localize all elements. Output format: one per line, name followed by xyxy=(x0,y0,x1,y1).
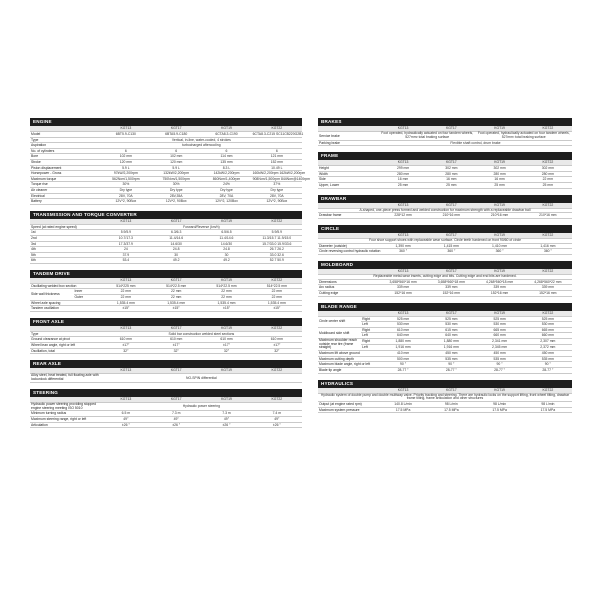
model-header: KGT13 xyxy=(101,126,151,132)
table-row: Output (at engine rated rpm) 140.8 L/min 98 L/min 98 L/min 98 L/min xyxy=(318,402,572,408)
table-row: Tandem oscillation ±15° ±15° ±15° ±15° xyxy=(30,306,302,312)
table-row: Circle reversing control hydraulic rotation 360 ° 360 ° 360 ° 360 ° xyxy=(318,249,572,255)
table-row: Torque rise 30% 30% 24% 37% xyxy=(30,182,302,188)
table-row: Ground clearance at pivot 610 mm 610 mm 610 mm 610 mm xyxy=(30,337,302,343)
table-row: 5th 37.9 30 30 33.0 32.6 xyxy=(30,252,302,258)
frame-table: KGT13 KGT17 KGT19 KGT22 Height 299 mm 302 mm 302 mm 302 mm Width 280 mm 280 mm 280 mm 280 mm Side 16 mm 16 mm 16 mm 22 mm Upper, Lower 25 mm 25 mm 25 mm 25 mm xyxy=(318,160,572,188)
moldboard-section xyxy=(318,261,572,297)
table-row: Alloy steel, heat treated, full floating axle with lockunlock differential NO-SPIN differential xyxy=(30,374,302,383)
engine-section xyxy=(30,118,310,205)
table-row: Oscillation, total 32° 32° 32° 32° xyxy=(30,348,302,354)
table-row: Battery 12V*2, 90Box 12V*2, 90Box 12V*2, 120Box 12V*2, 90Box xyxy=(30,199,302,205)
section-title: MOLDBOARD xyxy=(318,261,572,269)
model-header: KGT22 xyxy=(252,126,302,132)
table-row: Wheel axle spacing 1,535.4 mm 1,535.4 mm 1,535.4 mm 1,535.4 mm xyxy=(30,300,302,306)
table-row: Bore 102 mm 102 mm 114 mm 121 mm xyxy=(30,154,302,160)
table-row: Maximum lift above ground 410 mm 450 mm 450 mm 450 mm xyxy=(318,351,572,357)
blade-range-table: KGT13 KGT17 KGT19 KGT22 Circle center shift Right 525 mm 525 mm 525 mm 525 mm Left 530 mm 530 mm 530 mm 530 mm Moldboard side shift Right 610 mm 615 mm 665 mm 665 mm Left 640 mm 640 mm 660 mm 660 mm Maximum shoulder reach outside rear tire (frame straight) Right 1,880 mm 1,880 mm 2,341 mm 2,307 mm Left 1,916 mm 1,916 mm 2,345 mm 2,372 mm Maximum lift above ground 410 mm 450 mm 450 mm 450 mm Maximum cutting depth 500 mm 535 mm 535 mm 535 mm Maximum blade angle, right or left 90 ° 90 ° 90 ° 90 ° Blade tip angle 28-77 ° 28-77 ° 28-77 ° 28-77 ° xyxy=(318,311,572,374)
table-row: Maximum system pressure 17.5 MPa 17.5 MPa 17.5 MPa 17.5 MPa xyxy=(318,407,572,413)
table-row: Articulation ±26 ° ±26 ° ±26 ° ±26 ° xyxy=(30,422,302,428)
section-title: STEERING xyxy=(30,389,302,397)
table-row: Electrical 28V, 70A 28V,35A 28V, 70A 28V, 70A xyxy=(30,193,302,199)
section-title: DRAWBAR xyxy=(318,195,572,203)
table-row: Moldboard side shift Right 610 mm 615 mm 665 mm 665 mm xyxy=(318,327,572,333)
steering-table: KGT13 KGT17 KGT19 KGT22 Hydraulic power steering providing stopped engine steering meeting ISO 5010 Hydraulic power steering Minimum turning radius 6.5 m 7.3 m 7.3 m 7.4 m Maximum steering range, right or left 49° 49° 49° 49° Articulation ±26 ° ±26 ° ±26 ° ±26 ° xyxy=(30,397,302,428)
table-row: Type Vertical, in-line, water-cooled, 4 strokes xyxy=(30,137,302,143)
table-row: 6th 53.4 49.2 49.2 52.7 50.9 xyxy=(30,258,302,264)
drawbar-table: KGT13 KGT17 KGT19 KGT22 A-shaped, one-piece press formed and welded construction for maximum strength with a replaceable drawbar ball Drawbar frame 228*12 mm 210*16 mm 210*16 mm 210*16 mm xyxy=(318,203,572,219)
left-column xyxy=(30,118,310,434)
table-row: Minimum turning radius 6.5 m 7.3 m 7.3 m 7.4 m xyxy=(30,411,302,417)
table-row: No. of cylinders 6 6 6 6 xyxy=(30,148,302,154)
table-row: Maximum blade angle, right or left 90 ° 90 ° 90 ° 90 ° xyxy=(318,362,572,368)
table-row: Circle center shift Right 525 mm 525 mm 525 mm 525 mm xyxy=(318,316,572,322)
tandem-table: KGT13 KGT17 KGT19 KGT22 Oscillating welded box section 514*225 mm 514*22.5 mm 514*22.5 mm 514*22.5 mm Side wall thickness Inner 22 mm 22 mm 22 mm 22 mm Outer 22 mm 22 mm 22 mm 22 mm Wheel axle spacing 1,535.4 mm 1,535.4 mm 1,535.4 mm 1,535.4 mm Tandem oscillation ±15° ±15° ±15° ±15° xyxy=(30,278,302,312)
model-header: KGT19 xyxy=(201,126,251,132)
blade-range-section xyxy=(318,303,572,374)
table-row: Maximum shoulder reach outside rear tire (frame straight) Right 1,880 mm 1,880 mm 2,341 mm 2,307 mm xyxy=(318,338,572,344)
table-row: Height 299 mm 302 mm 302 mm 302 mm xyxy=(318,166,572,172)
table-row: 1st 5.9/5.9 6.3/6.3 6.5/6.5 5.9/5.9 xyxy=(30,230,302,236)
table-row: Maximum steering range, right or left 49° 49° 49° 49° xyxy=(30,417,302,423)
section-title: FRONT AXLE xyxy=(30,318,302,326)
table-row: Stroke 120 mm 120 mm 135 mm 152 mm xyxy=(30,159,302,165)
section-title: BRAKES xyxy=(318,118,572,126)
table-row: Maximum cutting depth 500 mm 535 mm 535 mm 535 mm xyxy=(318,356,572,362)
model-header: KGT17 xyxy=(151,126,201,132)
table-row: A-shaped, one-piece press formed and welded construction for maximum strength with a replaceable drawbar ball xyxy=(318,208,572,213)
drawbar-section xyxy=(318,195,572,219)
tandem-section xyxy=(30,270,302,312)
table-row: Upper, Lower 25 mm 25 mm 25 mm 25 mm xyxy=(318,182,572,188)
table-row: 3rd 17.3/37.9 14.6/30 14.6/30 15.7/33.0 15.9/33.6 xyxy=(30,241,302,247)
table-row: Replaceable metal-wear inserts, cutting edge and bits. Cutting edge and end bits are hardened. xyxy=(318,274,572,279)
moldboard-table: KGT13 KGT17 KGT19 KGT22 Replaceable metal-wear inserts, cutting edge and bits. Cutting edge and end bits are hardened. Dimensions 3,658*560*16 mm 3,658*560*18 mm 4,268*560*18 mm 4,268*560*22 mm Arc radius 339 mm 339 mm 339 mm 339 mm Cutting edge 152*16 mm 152*16 mm 152*16 mm 152*16 mm xyxy=(318,269,572,297)
table-row: Speed (at rated engine speed) Forward/Reverse (km/h) xyxy=(30,224,302,230)
table-row: Blade tip angle 28-77 ° 28-77 ° 28-77 ° 28-77 ° xyxy=(318,368,572,374)
table-row: Left 640 mm 640 mm 660 mm 660 mm xyxy=(318,333,572,339)
table-row: Hydraulic system of double pump and double multiway valve. Priority tracking and steering. There are hydraulic locks on the support lifting, front wheel tilting, drawbar frame tilting, frame articulation and other structures xyxy=(318,393,572,402)
table-row: Aspiration turbocharged aftercooling xyxy=(30,143,302,149)
right-column xyxy=(318,118,572,419)
table-row: Service brake Foot operated, hydraulically actuated on four tandem wheels, 527mm² total braking surface Foot operated, hydraulically actuated on four tandem wheels, 527mm² total braking surface xyxy=(318,132,572,141)
circle-section xyxy=(318,225,572,255)
front-axle-section xyxy=(30,318,302,354)
table-row: Left 1,916 mm 1,916 mm 2,345 mm 2,372 mm xyxy=(318,345,572,351)
table-row: Dimensions 3,658*560*16 mm 3,658*560*18 mm 4,268*560*18 mm 4,268*560*22 mm xyxy=(318,279,572,285)
table-row: Arc radius 339 mm 339 mm 339 mm 339 mm xyxy=(318,285,572,291)
table-row: 2nd 10.7/17.3 11.4/14.6 11.4/14.6 11.3/15.7 11.9/15.0 xyxy=(30,235,302,241)
section-title: FRAME xyxy=(318,152,572,160)
steering-section xyxy=(30,389,302,428)
rear-axle-section xyxy=(30,360,302,383)
brakes-section xyxy=(318,118,572,146)
table-row: Horsepower - Gross 97kW/2,200rpm 132kW/2,200rpm 142kW/2,200rpm 160kW/2,200rpm 162kW/2,200rpm xyxy=(31,171,306,176)
section-title: REAR AXLE xyxy=(30,360,302,368)
hydraulics-section xyxy=(318,380,572,414)
table-row: Diameter (outside) 1,390 mm 1,415 mm 1,410 mm 1,416 mm xyxy=(318,243,572,249)
section-title: TANDEM DRIVE xyxy=(30,270,302,278)
section-title: CIRCLE xyxy=(318,225,572,233)
table-row: 4th 24 24.8 24.8 26.7 26.2 xyxy=(30,247,302,253)
frame-section xyxy=(318,152,572,188)
hydraulics-table: KGT13 KGT17 KGT19 KGT22 Hydraulic system of double pump and double multiway valve. Priority tracking and steering. There are hydraulic locks on the support lifting, front wheel tilting, drawbar frame tilting, frame articulation and other structures Output (at engine rated rpm) 140.8 L/min 98 L/min 98 L/min 98 L/min Maximum system pressure 17.5 MPa 17.5 MPa 17.5 MPa 17.5 MPa xyxy=(318,388,572,414)
transmission-section xyxy=(30,211,302,264)
table-row: Hydraulic power steering providing stopped engine steering meeting ISO 5010 Hydraulic power steering xyxy=(30,402,302,411)
table-row: Outer 22 mm 22 mm 22 mm 22 mm xyxy=(30,295,302,301)
brakes-table: KGT13 KGT17 KGT19 KGT22 Service brake Foot operated, hydraulically actuated on four tandem wheels, 527mm² total braking surface Foot operated, hydraulically actuated on four tandem wheels, 527mm² total braking surface Parking brake Flexible shaft control, drum brake xyxy=(318,126,572,146)
table-row: Drawbar frame 228*12 mm 210*16 mm 210*16 mm 210*16 mm xyxy=(318,213,572,219)
table-row: Type Solid bar construction welded steel sections xyxy=(30,331,302,337)
section-title: ENGINE xyxy=(30,118,302,126)
table-row: Piston displacement 5.9 L 5.9 L 8.3 L 10.49 L xyxy=(30,165,302,171)
circle-table: KGT13 KGT17 KGT19 KGT22 Four shoe support shoes with replaceable wear surface. Circle teeth hardened on front 90/60 of circle Diameter (outside) 1,390 mm 1,415 mm 1,410 mm 1,416 mm Circle reversing control hydraulic rotation 360 ° 360 ° 360 ° 360 ° xyxy=(318,233,572,255)
table-row: Parking brake Flexible shaft control, drum brake xyxy=(318,140,572,146)
table-row: Side wall thickness Inner 22 mm 22 mm 22 mm 22 mm xyxy=(30,289,302,295)
engine-table xyxy=(30,126,310,205)
table-row: Cutting edge 152*16 mm 152*16 mm 152*16 mm 152*16 mm xyxy=(318,290,572,296)
table-row: Four shoe support shoes with replaceable wear surface. Circle teeth hardened on front 90/60 of circle xyxy=(318,238,572,243)
front-axle-table: KGT13 KGT17 KGT19 KGT22 Type Solid bar construction welded steel sections Ground clearance at pivot 610 mm 610 mm 610 mm 610 mm Wheel lean angle, right or left ±17° ±17° ±17° ±17° Oscillation, total 32° 32° 32° 32° xyxy=(30,326,302,354)
table-row: Width 280 mm 280 mm 280 mm 280 mm xyxy=(318,171,572,177)
table-row: Oscillating welded box section 514*225 mm 514*22.5 mm 514*22.5 mm 514*22.5 mm xyxy=(30,283,302,289)
table-row: Wheel lean angle, right or left ±17° ±17° ±17° ±17° xyxy=(30,343,302,349)
section-title: TRANSMISSION AND TORQUE CONVERTER xyxy=(30,211,302,219)
table-row: Model 6BT5.9-C130 6BTA5.9-C180 6CTA8.3-C190 6CTA8.3-C215 SC11CB220G2B1 xyxy=(31,132,304,136)
table-row: Maximum torque 562N•m/1,500rpm 750N•m/1,500rpm 860N•m/1,400rpm 908N•m/1,500rpm 844N•m@1400rpm xyxy=(31,176,310,181)
rear-axle-table: KGT13 KGT17 KGT19 KGT22 Alloy steel, heat treated, full floating axle with lockunlock differential NO-SPIN differential xyxy=(30,368,302,383)
table-row: Left 530 mm 530 mm 530 mm 530 mm xyxy=(318,322,572,328)
section-title: HYDRAULICS xyxy=(318,380,572,388)
table-row: Side 16 mm 16 mm 16 mm 22 mm xyxy=(318,177,572,183)
section-title: BLADE RANGE xyxy=(318,303,572,311)
transmission-table: KGT13 KGT17 KGT19 KGT22 Speed (at rated engine speed) Forward/Reverse (km/h) 1st 5.9/5.9 6.3/6.3 6.5/6.5 5.9/5.9 2nd 10.7/17.3 11.4/14.6 11.4/14.6 11.3/15.7 11.9/15.0 3rd 17.3/37.9 14.6/30 14.6/30 15.7/33.0 15.9/33.6 4th 24 24.8 24.8 26.7 26.2 5th 37.9 30 30 33.0 32.6 6th 53.4 49.2 49.2 52.7 50.9 xyxy=(30,219,302,264)
table-row: Air cleaner Dry type Dry type Dry type Dry type xyxy=(30,187,302,193)
